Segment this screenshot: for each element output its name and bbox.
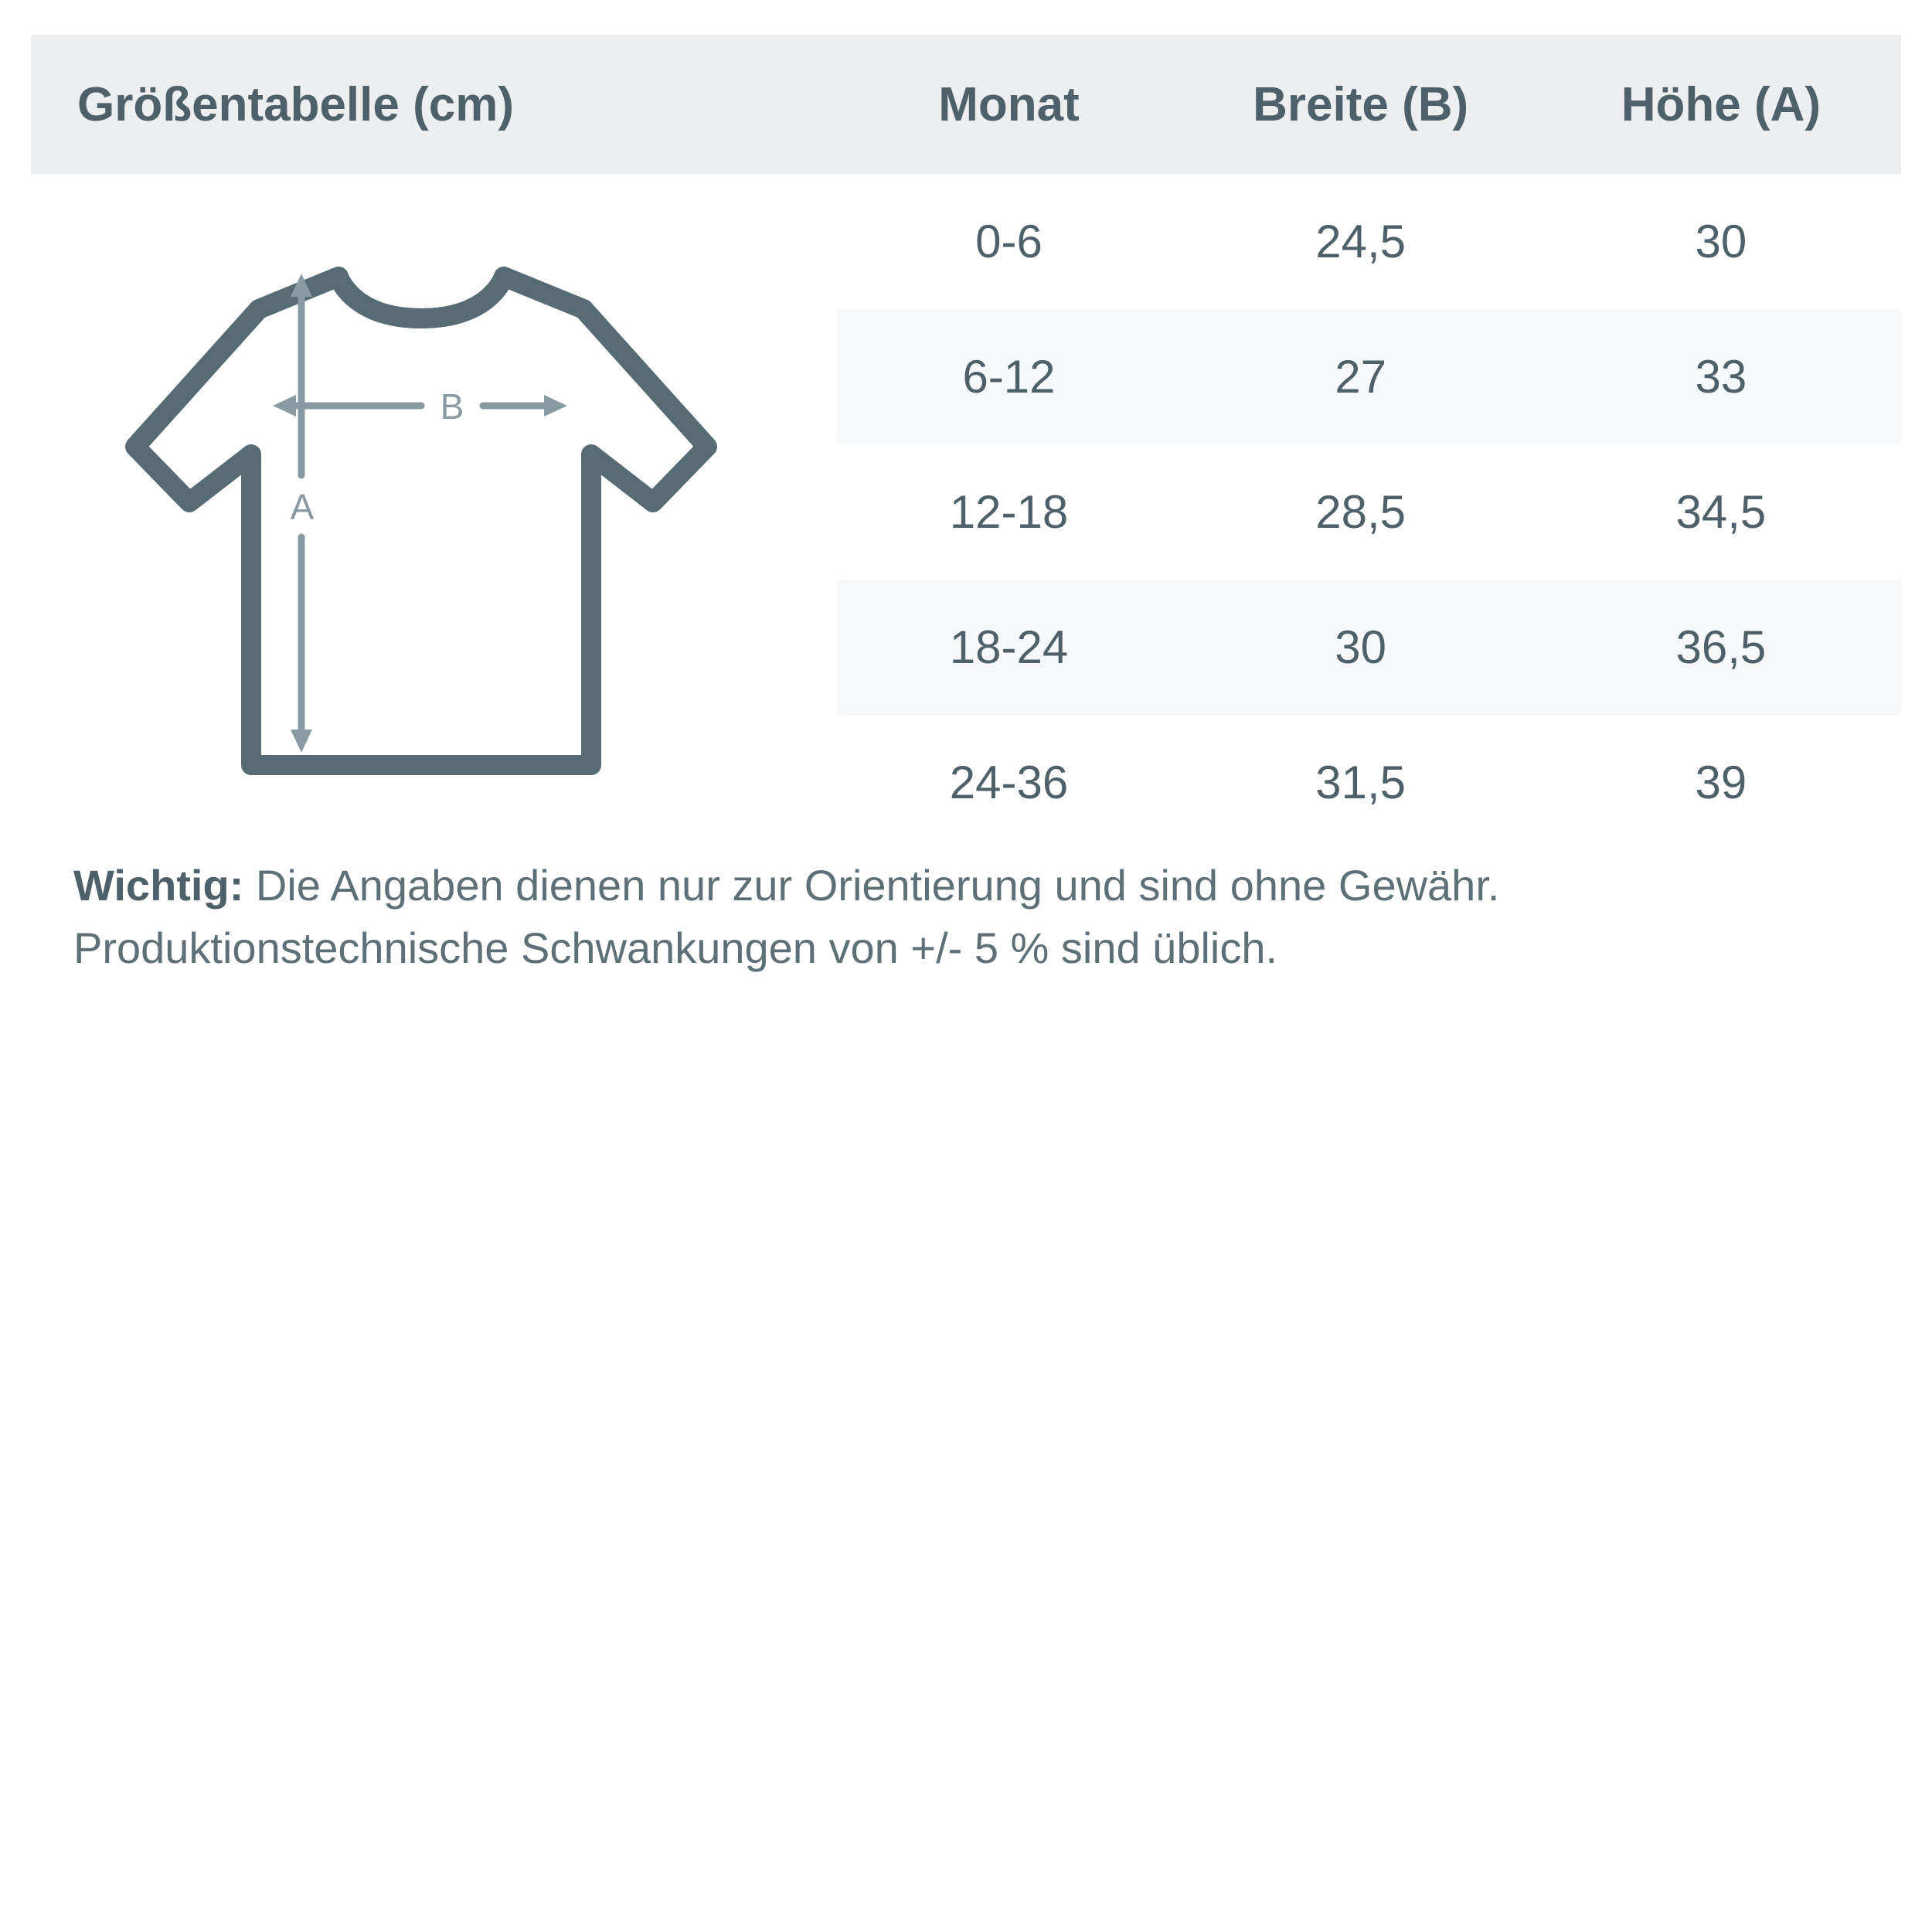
cell-month: 6-12 (837, 309, 1180, 444)
page-title: Größentabelle (cm) (31, 35, 837, 174)
cell-month: 12-18 (949, 486, 1069, 538)
shirt-figure-cell (31, 174, 837, 850)
column-header-height: Höhe (A) (1541, 35, 1901, 174)
cell-width: 24,5 (1315, 216, 1406, 267)
column-header-width: Breite (B) (1181, 35, 1541, 174)
cell-month: 0-6 (975, 216, 1043, 267)
width-label: B (440, 386, 464, 427)
cell-month: 24-36 (949, 757, 1069, 808)
cell-height: 34,5 (1675, 486, 1767, 538)
cell-height: 33 (1541, 309, 1901, 444)
cell-width: 27 (1181, 309, 1541, 444)
cell-month: 18-24 (837, 580, 1180, 715)
disclaimer-note (73, 854, 1874, 979)
disclaimer-label: Wichtig: (73, 861, 244, 910)
disclaimer-text: Die Angaben dienen nur zur Orientierung und sind ohne Gewähr. Produktionstechnische Schwankungen von +/- 5 % sind üblich. (73, 861, 1500, 973)
cell-height: 36,5 (1541, 580, 1901, 715)
table-row (31, 174, 1901, 309)
size-table (31, 35, 1901, 850)
table-body (31, 174, 1901, 850)
cell-width: 31,5 (1315, 757, 1406, 808)
table-header (31, 35, 1901, 174)
table-header-row (31, 35, 1901, 174)
cell-width: 30 (1181, 580, 1541, 715)
height-label: A (290, 487, 315, 527)
cell-width: 28,5 (1315, 486, 1406, 538)
cell-height: 39 (1695, 757, 1747, 808)
column-header-month: Monat (837, 35, 1180, 174)
cell-height: 30 (1695, 216, 1747, 267)
